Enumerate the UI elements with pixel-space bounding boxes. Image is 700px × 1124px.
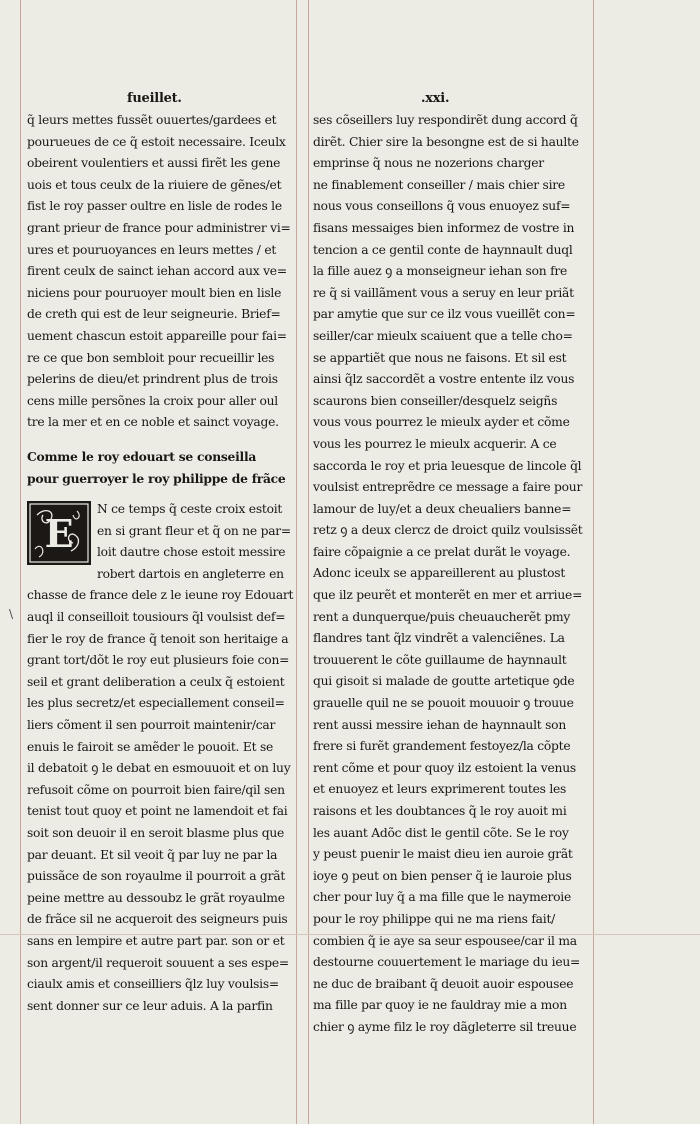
text-line: dirẽt. Chier sire la besongne est de si haulte: [313, 134, 579, 149]
text-line: seiller/car mieulx scaiuent que a telle cho=: [313, 328, 573, 343]
text-line: ma fille par quoy ie ne fauldray mie a mon: [313, 998, 567, 1013]
text-line: chier ꝯ ayme filz le roy dãgleterre sil treuue: [313, 1019, 577, 1034]
text-line: fisans messaiges bien informez de vostre in: [313, 220, 575, 235]
text-line: par deuant. Et sil veoit q̃ par luy ne par la: [27, 847, 278, 862]
text-line: re q̃ si vaillãment vous a seruy en leur priãt: [313, 285, 574, 300]
text-line: puissãce de son royaulme il pourroit a grãt: [27, 869, 286, 884]
text-line: tenist tout quoy et point ne lamendoit et fai: [27, 804, 288, 819]
text-line: firent ceulx de sainct iehan accord aux ve=: [27, 264, 287, 279]
text-line: combien q̃ ie aye sa seur espousee/car il ma: [313, 933, 577, 948]
text-line: emprinse q̃ nous ne nozerions charger: [313, 156, 544, 171]
margin-rule: [593, 0, 594, 1124]
text-line: enuis le fairoit se amẽder le pouoit. Et se: [27, 739, 274, 754]
text-line: faire cõpaignie a ce prelat durãt le voyage.: [313, 544, 571, 559]
chapter-heading: [27, 446, 299, 489]
text-line: chasse de france dele z le ieune roy Edouart: [27, 588, 294, 603]
text-line: fist le roy passer oultre en lisle de rodes le: [27, 199, 282, 214]
text-line: refusoit cõme on pourroit bien faire/qil sen: [27, 782, 285, 797]
gutter-rule: [308, 0, 309, 1124]
text-line: ne duc de braibant q̃ deuoit auoir espousee: [313, 976, 574, 991]
text-line: fier le roy de france q̃ tenoit son heritaige a: [27, 631, 289, 646]
right-column: [313, 88, 593, 1039]
text-line: nous vous conseillons q̃ vous enuoyez suf=: [313, 199, 571, 214]
text-line: grauelle quil ne se pouoit mouuoir ꝯ trouue: [313, 696, 574, 711]
text-line: tencion a ce gentil conte de haynnault duql: [313, 242, 573, 257]
text-line: ne finablement conseiller / mais chier sire: [313, 177, 565, 192]
text-line: N ce temps q̃ ceste croix estoit: [97, 502, 283, 517]
paragraph-2: [27, 499, 299, 1017]
text-line: vous vous pourrez le mieulx ayder et cõme: [313, 415, 570, 430]
text-line: la fille auez ꝯ a monseigneur iehan son fre: [313, 264, 568, 279]
text-line: de creth qui est de leur seigneurie. Brief=: [27, 307, 281, 322]
text-line: retz ꝯ a deux clercz de droict quilz voulsissẽt: [313, 523, 583, 538]
folio-number: .xxi.: [421, 91, 450, 106]
text-line: les plus secretz/et especiallement conseil=: [27, 696, 285, 711]
text-line: ures et pouruoyances en leurs mettes / et: [27, 242, 277, 257]
text-line: rent aussi messire iehan de haynnault son: [313, 717, 566, 732]
text-line: trouuerent le cõte guillaume de haynnault: [313, 652, 567, 667]
text-line: y peust puenir le maist dieu ien auroie grãt: [313, 847, 573, 862]
text-line: flandres tant q̃lz vindrẽt a valenciẽnes. La: [313, 631, 565, 646]
text-line: uement chascun estoit appareille pour fai=: [27, 328, 287, 343]
text-line: obeirent voulentiers et aussi firẽt les gene: [27, 156, 281, 171]
right-text: [313, 110, 593, 1039]
paragraph-1: [27, 110, 299, 434]
text-line: sans en lempire et autre part par. son or et: [27, 933, 285, 948]
heading-line: Comme le roy edouart se conseilla: [27, 448, 257, 464]
text-line: cher pour luy q̃ a ma fille que le naymeroie: [313, 890, 571, 905]
text-line: il debatoit ꝯ le debat en esmouuoit et on luy: [27, 761, 291, 776]
text-line: loit dautre chose estoit messire: [97, 545, 286, 560]
text-line: vous les pourrez le mieulx acquerir. A ce: [313, 436, 557, 451]
text-line: pour le roy philippe qui ne ma riens fait/: [313, 911, 556, 926]
text-line: en si grant fleur et q̃ on ne par=: [97, 523, 291, 538]
text-line: niciens pour pouruoyer moult bien en lisle: [27, 285, 282, 300]
text-line: par amytie que sur ce ilz vous vueillẽt con=: [313, 307, 576, 322]
text-line: q̃ leurs mettes fussẽt ouuertes/gardees et: [27, 113, 277, 127]
text-line: robert dartois en angleterre en: [97, 566, 284, 581]
text-line: liers cõment il sen pourroit maintenir/car: [27, 718, 276, 733]
text-line: les auant Adõc dist le gentil cõte. Se le roy: [313, 825, 569, 840]
text-line: qui gisoit si malade de goutte artetique ꝯde: [313, 674, 575, 689]
text-line: ciaulx amis et conseilliers q̃lz luy voulsis=: [27, 977, 279, 992]
text-line: tre la mer et en ce noble et sainct voyage.: [27, 415, 279, 430]
folio-label: fueillet.: [127, 91, 182, 106]
text-line: grant tort/dõt le roy eut plusieurs foie con=: [27, 653, 290, 668]
text-line: rent a dunquerque/puis cheuaucherẽt pmy: [313, 609, 571, 624]
text-line: auql il conseilloit tousiours q̃l voulsist def=: [27, 610, 286, 625]
text-line: de frãce sil ne acqueroit des seigneurs puis: [27, 912, 288, 927]
text-line: peine mettre au dessoubz le grãt royaulme: [27, 890, 285, 905]
margin-rule: [20, 0, 21, 1124]
text-line: ses cõseillers luy respondirẽt dung accord q̃: [313, 113, 578, 127]
text-line: Adonc iceulx se appareillerent au plustost: [313, 566, 566, 581]
dropcap-initial: [27, 501, 91, 565]
text-line: sent donner sur ce leur aduis. A la parfin: [27, 998, 273, 1013]
text-line: son argent/il requeroit souuent a ses espe=: [27, 955, 289, 970]
text-line: cens mille persõnes la croix pour aller oul: [27, 393, 278, 408]
heading-line: pour guerroyer le roy philippe de frãce: [27, 470, 286, 486]
text-line: grant prieur de france pour administrer vi=: [27, 220, 291, 235]
text-line: re ce que bon sembloit pour recueillir les: [27, 350, 275, 365]
text-line: pelerins de dieu/et prindrent plus de trois: [27, 372, 278, 387]
svg-text:E: E: [44, 511, 74, 557]
text-line: uois et tous ceulx de la riuiere de gẽnes/et: [27, 177, 282, 192]
text-line: lamour de luy/et a deux cheualiers banne=: [313, 501, 572, 516]
text-line: scaurons bien conseiller/desquelz seigñs: [313, 393, 558, 408]
text-line: soit son deuoir il en seroit blasme plus que: [27, 826, 285, 840]
text-line: destourne couuertement le mariage du ieu=: [313, 955, 581, 970]
text-line: ainsi q̃lz saccordẽt a vostre entente ilz vous: [313, 372, 575, 387]
text-line: se appartiẽt que nous ne faisons. Et sil est: [313, 350, 567, 365]
text-line: que ilz peurẽt et monterẽt en mer et arriue=: [313, 588, 583, 603]
text-line: et enuoyez et leurs exprimerent toutes les: [313, 782, 567, 797]
text-line: rent cõme et pour quoy ilz estoient la venus: [313, 760, 576, 775]
margin-mark: \: [9, 607, 14, 621]
text-line: frere si furẽt grandement festoyez/la cõpte: [313, 739, 571, 754]
text-line: seil et grant deliberation a ceulx q̃ estoient: [27, 674, 285, 689]
left-column: [27, 88, 299, 1017]
text-line: raisons et les doubtances q̃ le roy auoit mi: [313, 804, 567, 818]
text-line: ioye ꝯ peut on bien penser q̃ ie lauroie plus: [313, 868, 572, 883]
text-line: pourueues de ce q̃ estoit necessaire. Iceulx: [27, 134, 286, 149]
text-line: saccorda le roy et pria leuesque de lincole q̃l: [313, 458, 582, 473]
text-line: voulsist entreprẽdre ce message a faire pour: [313, 480, 583, 495]
